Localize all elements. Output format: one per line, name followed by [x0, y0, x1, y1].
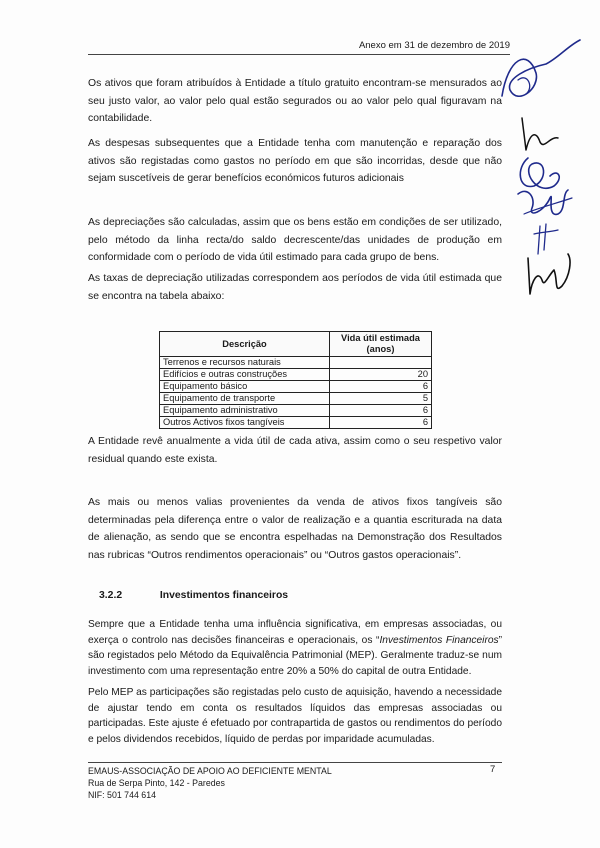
table-row: [160, 369, 432, 381]
paragraph-depreciation-method: As depreciações são calculadas, assim que os bens estão em condições de ser utilizado, pelo método da linha recta/do saldo decrescente/das unidades de produção em conformidade com o período de vida útil estimado para cada grupo de bens.: [88, 217, 502, 264]
page-footer: [88, 762, 502, 801]
table-header-row: [160, 332, 432, 357]
row-value: 5: [330, 393, 432, 405]
paragraph-mep-detail: Pelo MEP as participações são registadas pelo custo de aquisição, havendo a necessidade de ajustar tendo em conta os resultados líquidos das empresas associadas ou participadas. Este ajuste é efetuado por contrapartida de gastos ou rendimentos do período e pelos dividendos recebidos, líquido de perdas por imparidade acumuladas.: [88, 687, 502, 745]
footer-organization: EMAUS-ASSOCIAÇÃO DE APOIO AO DEFICIENTE MENTAL: [88, 766, 332, 776]
footer-nif: NIF: 501 744 614: [88, 790, 156, 800]
signature-5: [534, 224, 558, 254]
section-number: 3.2.2: [99, 590, 123, 601]
footer-address: Rua de Serpa Pinto, 142 - Paredes: [88, 778, 225, 788]
signature-3: [520, 158, 559, 188]
page-number: 7: [490, 764, 496, 775]
mep-intro-text-a: Sempre que a Entidade tenha uma influência significativa, em empresas associadas, ou exerça o controlo nas decisões financeiras e operacionais, os “: [88, 619, 502, 646]
row-value: 6: [330, 405, 432, 417]
table-row: [160, 381, 432, 393]
signature-6: [528, 254, 570, 294]
paragraph-depreciation-rates: As taxas de depreciação utilizadas correspondem aos períodos de vida útil estimada que se encontra na tabela abaixo:: [88, 273, 502, 302]
mep-intro-text-b: ” são registados pelo Método da Equivalência Patrimonial (MEP). Geralmente traduz-se num investimento com uma representação entre 20% a 50% do capital de outra Entidade.: [88, 634, 502, 677]
signature-1: [502, 40, 580, 96]
paragraph-gratuitous-assets: Os ativos que foram atribuídos à Entidade a título gratuito encontram-se mensurados ao seu justo valor, ao valor pelo qual estão segurados ou ao valor pelo qual figuravam na contabilidade.: [88, 78, 502, 125]
row-value: 6: [330, 417, 432, 429]
row-value: 6: [330, 381, 432, 393]
row-value: [330, 357, 432, 369]
useful-life-table: [159, 331, 432, 429]
table-row: [160, 417, 432, 429]
page-header: [88, 40, 510, 55]
section-heading: [99, 590, 288, 601]
row-label: Equipamento básico: [160, 381, 330, 393]
section-title: Investimentos financeiros: [159, 590, 289, 601]
table-row: [160, 393, 432, 405]
table-row: [160, 357, 432, 369]
paragraph-useful-life-review: A Entidade revê anualmente a vida útil de cada ativa, assim como o seu respetivo valor residual quando este exista.: [88, 436, 502, 465]
row-label: Terrenos e recursos naturais: [160, 357, 330, 369]
row-label: Equipamento administrativo: [160, 405, 330, 417]
column-header-description: Descrição: [160, 332, 330, 357]
signature-2: [522, 118, 558, 150]
paragraph-subsequent-expenses: As despesas subsequentes que a Entidade tenha com manutenção e reparação dos ativos são registadas como gastos no período em que são incorridas, desde que não sejam suscetíveis de gerar benefícios económicos futuros adicionais: [88, 138, 502, 185]
row-label: Equipamento de transporte: [160, 393, 330, 405]
signatures-image: [488, 18, 598, 308]
row-value: 20: [330, 369, 432, 381]
mep-intro-emphasis: Investimentos Financeiros: [379, 634, 499, 646]
column-header-useful-life: Vida útil estimada (anos): [330, 332, 432, 357]
signature-4: [518, 190, 572, 214]
row-label: Edifícios e outras construções: [160, 369, 330, 381]
table-row: [160, 405, 432, 417]
header-title: Anexo em 31 de dezembro de 2019: [358, 40, 510, 51]
paragraph-mep-intro: [88, 617, 502, 679]
paragraph-disposal-gains: As mais ou menos valias provenientes da venda de ativos fixos tangíveis são determinadas pela diferença entre o valor de realização e a quantia escriturada na data de alienação, as sendo que se encontra espelhadas na Demonstração dos Resultados nas rubricas “Outros rendimentos operacionais” ou “Outros gastos operacionais”.: [88, 497, 502, 561]
row-label: Outros Activos fixos tangíveis: [160, 417, 330, 429]
